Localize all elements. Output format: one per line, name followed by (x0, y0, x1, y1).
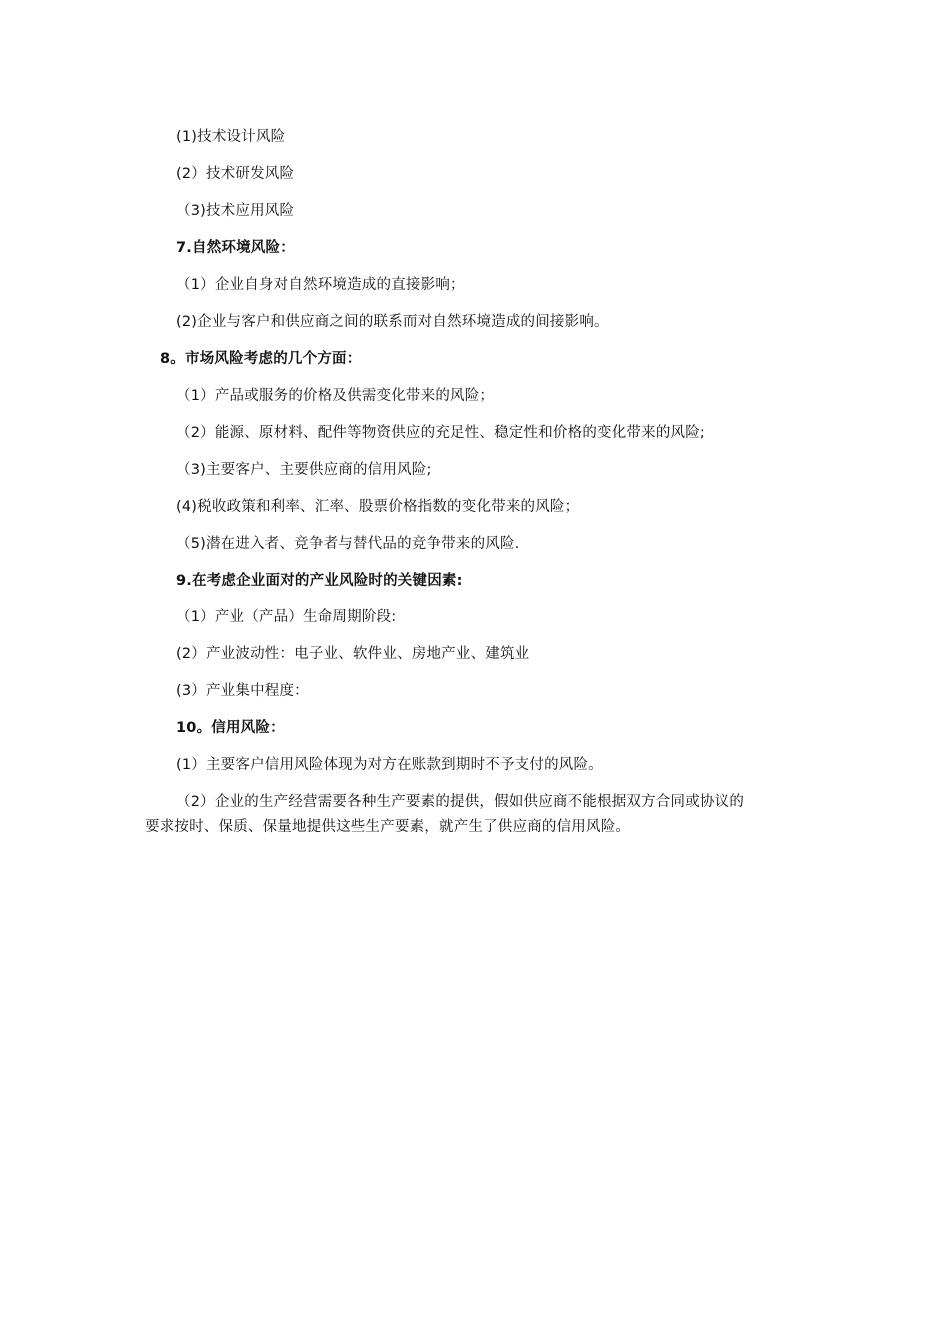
item-tech-application-risk: （3)技术应用风险 (176, 203, 295, 219)
item-price-supply-demand-risk: （1）产品或服务的价格及供需变化带来的风险； (176, 388, 495, 404)
item-competition-risk: （5)潜在进入者、竞争者与替代品的竞争带来的风险. (176, 536, 520, 552)
item-industry-volatility: (2）产业波动性：电子业、软件业、房地产业、建筑业 (176, 646, 530, 662)
item-tax-rate-index-risk: (4)税收政策和利率、汇率、股票价格指数的变化带来的风险； (176, 499, 580, 515)
item-indirect-environment-impact: (2)企业与客户和供应商之间的联系而对自然环境造成的间接影响。 (176, 314, 609, 330)
item-tech-design-risk: (1)技术设计风险 (176, 129, 286, 145)
heading-natural-environment-risk: 7.自然环境风险： (176, 240, 295, 256)
heading-industry-risk-factors: 9.在考虑企业面对的产业风险时的关键因素: (176, 573, 463, 589)
item-supplier-credit-risk-line1: （2）企业的生产经营需要各种生产要素的提供，假如供应商不能根据双方合同或协议的 (176, 794, 745, 810)
item-customer-supplier-credit-risk: （3)主要客户、主要供应商的信用风险; (176, 462, 432, 478)
item-customer-credit-risk: (1）主要客户信用风险体现为对方在账款到期时不予支付的风险。 (176, 757, 603, 773)
item-direct-environment-impact: （1）企业自身对自然环境造成的直接影响； (176, 277, 465, 293)
item-supplier-credit-risk-line2: 要求按时、保质、保量地提供这些生产要素，就产生了供应商的信用风险。 (145, 819, 631, 835)
item-material-supply-risk: （2）能源、原材料、配件等物资供应的充足性、稳定性和价格的变化带来的风险; (176, 425, 706, 441)
item-industry-concentration: (3）产业集中程度： (176, 683, 309, 699)
heading-market-risk: 8。市场风险考虑的几个方面： (160, 351, 362, 367)
heading-credit-risk: 10。信用风险： (176, 720, 285, 736)
item-tech-rd-risk: (2）技术研发风险 (176, 166, 295, 182)
item-industry-lifecycle: （1）产业（产品）生命周期阶段: (176, 609, 397, 625)
